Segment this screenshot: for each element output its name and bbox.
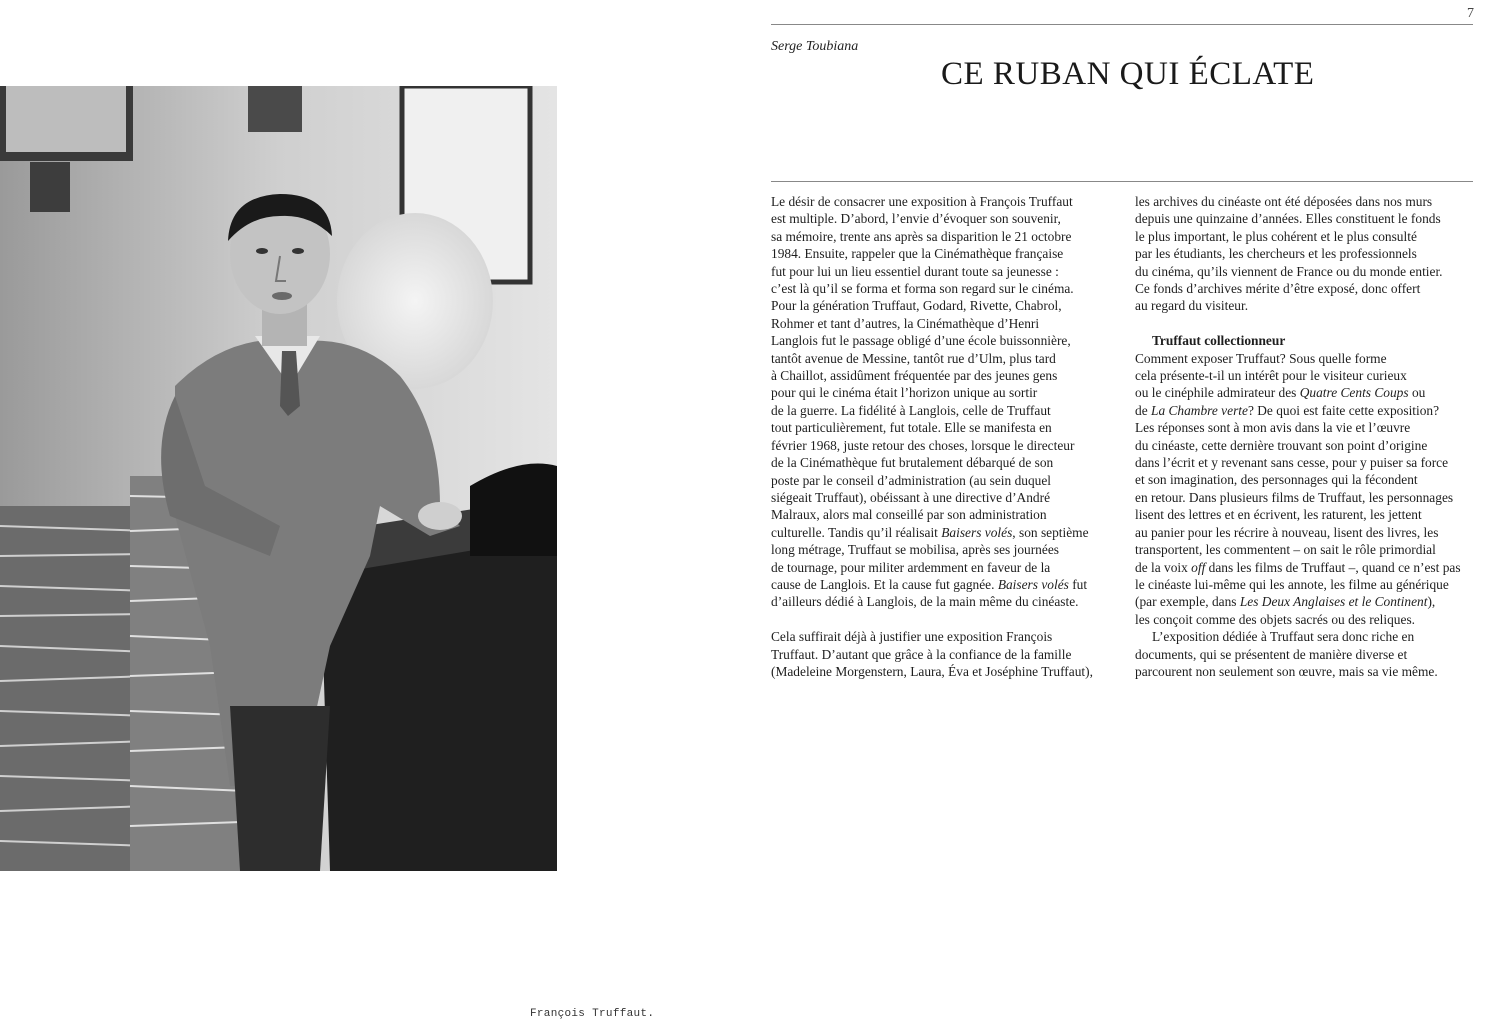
text-line: au panier pour les récrire à nouveau, lisent des livres, les	[1135, 524, 1439, 540]
text-line: d’ailleurs dédié à Langlois, de la main même du cinéaste.	[771, 594, 1079, 610]
text-line: Langlois fut le passage obligé d’une école buissonnière,	[771, 333, 1071, 349]
text-line: de la Cinémathèque fut brutalement débarqué de son	[771, 455, 1054, 471]
article-author: Serge Toubiana	[771, 39, 859, 54]
text-line: lisent des lettres et en écrivent, les raturent, les jettent	[1135, 507, 1422, 523]
text-run: ),	[1427, 594, 1436, 610]
text-line: Ce fonds d’archives mérite d’être exposé, donc offert	[1135, 281, 1421, 297]
text-line: du cinéaste, cette dernière trouvant son point d’origine	[1135, 437, 1428, 453]
text-line: du cinéma, qu’ils viennent de France ou du monde entier.	[1135, 263, 1443, 279]
text-line: le plus important, le plus cohérent et le plus consulté	[1135, 228, 1417, 244]
text-line: Truffaut. D’autant que grâce à la confiance de la famille	[771, 646, 1072, 662]
page-number: 7	[1467, 6, 1474, 21]
text-line	[1135, 402, 1473, 419]
text-line: pour qui le cinéma était l’horizon unique au sortir	[771, 385, 1038, 401]
text-line: c’est là qu’il se forma et forma son regard sur le cinéma.	[771, 281, 1074, 297]
text-line: documents, qui se présentent de manière diverse et	[1135, 646, 1408, 662]
text-column-1	[771, 193, 1116, 680]
paragraph-gap	[1135, 315, 1473, 332]
text-line: parcourent non seulement son œuvre, mais sa vie même.	[1135, 663, 1438, 679]
text-line: Rohmer et tant d’autres, la Cinémathèque d’Henri	[771, 315, 1040, 331]
text-run: ou	[1408, 385, 1426, 401]
text-line: tantôt avenue de Messine, tantôt rue d’Ulm, plus tard	[771, 350, 1056, 366]
text-run: de la voix	[1135, 559, 1192, 575]
text-line: au regard du visiteur.	[1135, 298, 1249, 314]
text-run: , son septième	[1012, 524, 1089, 540]
text-run: culturelle. Tandis qu’il réalisait	[771, 524, 942, 540]
film-title: Quatre Cents Coups	[1299, 385, 1409, 401]
text-line: en retour. Dans plusieurs films de Truffaut, les personnages	[1135, 489, 1454, 505]
text-run: (par exemple, dans	[1135, 594, 1240, 610]
text-line: cela présente-t-il un intérêt pour le visiteur curieux	[1135, 368, 1407, 384]
text-line: février 1968, juste retour des choses, lorsque le directeur	[771, 437, 1075, 453]
text-line: à Chaillot, assidûment fréquentée par des jeunes gens	[771, 368, 1058, 384]
header-rule	[771, 24, 1473, 25]
text-run: dans les films de Truffaut –, quand ce n’est pas	[1205, 559, 1461, 575]
text-line: est multiple. D’abord, l’envie d’évoquer son souvenir,	[771, 211, 1061, 227]
text-line: par les étudiants, les chercheurs et les professionnels	[1135, 246, 1417, 262]
article-title: CE RUBAN QUI ÉCLATE	[941, 56, 1315, 92]
text-run: fut	[1068, 576, 1088, 592]
text-line: de la guerre. La fidélité à Langlois, celle de Truffaut	[771, 402, 1051, 418]
text-line	[1135, 559, 1473, 576]
text-line: L’exposition dédiée à Truffaut sera donc riche en	[1152, 629, 1415, 645]
text-line: dans l’écrit et y revenant sans cesse, pour y puiser sa force	[1135, 455, 1449, 471]
truffaut-photograph	[0, 86, 557, 871]
text-run: ou le cinéphile admirateur des	[1135, 385, 1300, 401]
text-line: les archives du cinéaste ont été déposées dans nos murs	[1135, 194, 1433, 209]
text-line: depuis une quinzaine d’années. Elles constituent le fonds	[1135, 211, 1441, 227]
section-heading: Truffaut collectionneur	[1152, 333, 1286, 349]
photo-caption: François Truffaut.	[530, 1008, 655, 1020]
text-line: les conçoit comme des objets sacrés ou des reliques.	[1135, 611, 1416, 627]
photo-illustration	[0, 86, 557, 871]
text-line: de tournage, pour militer ardemment en faveur de la	[771, 559, 1051, 575]
text-line: et son imagination, des personnages qui la fécondent	[1135, 472, 1418, 488]
text-line: sa mémoire, trente ans après sa disparition le 21 octobre	[771, 228, 1072, 244]
text-line: Malraux, alors mal conseillé par son administration	[771, 507, 1047, 523]
text-line: long métrage, Truffaut se mobilisa, après ses journées	[771, 542, 1059, 558]
text-line: Les réponses sont à mon avis dans la vie et l’œuvre	[1135, 420, 1411, 436]
text-line: le cinéaste lui-même qui les annote, les filme au générique	[1135, 576, 1449, 592]
text-run: cause de Langlois. Et la cause fut gagnée.	[771, 576, 998, 592]
text-line: Cela suffirait déjà à justifier une exposition François	[771, 629, 1053, 645]
text-line: tout particulièrement, fut totale. Elle se manifesta en	[771, 420, 1052, 436]
text-line: Pour la génération Truffaut, Godard, Rivette, Chabrol,	[771, 298, 1062, 314]
film-title: Baisers volés	[941, 524, 1013, 540]
italic-term: off	[1191, 559, 1206, 575]
text-line: transportent, les commentent – on sait le rôle primordial	[1135, 542, 1436, 558]
text-line	[1135, 593, 1473, 610]
film-title: Les Deux Anglaises et le Continent	[1239, 594, 1428, 610]
text-line	[771, 576, 1116, 593]
text-line: 1984. Ensuite, rappeler que la Cinémathèque française	[771, 246, 1064, 262]
paragraph-gap	[771, 611, 1116, 628]
text-column-2	[1135, 193, 1473, 680]
text-line	[771, 524, 1116, 541]
text-line: Comment exposer Truffaut? Sous quelle forme	[1135, 350, 1387, 366]
title-rule	[771, 181, 1473, 182]
text-line: (Madeleine Morgenstern, Laura, Éva et Joséphine Truffaut),	[771, 663, 1093, 679]
text-line: Le désir de consacrer une exposition à François Truffaut	[771, 194, 1073, 209]
film-title: Baisers volés	[997, 576, 1069, 592]
text-line: siégeait Truffaut), obéissant à une directive d’André	[771, 489, 1051, 505]
text-line: fut pour lui un lieu essentiel durant toute sa jeunesse :	[771, 263, 1059, 279]
film-title: La Chambre verte	[1151, 402, 1248, 418]
text-run: ? De quoi est faite cette exposition?	[1247, 402, 1440, 418]
text-run: de	[1135, 402, 1151, 418]
text-line: poste par le conseil d’administration (au sein duquel	[771, 472, 1052, 488]
text-line	[1135, 384, 1473, 401]
